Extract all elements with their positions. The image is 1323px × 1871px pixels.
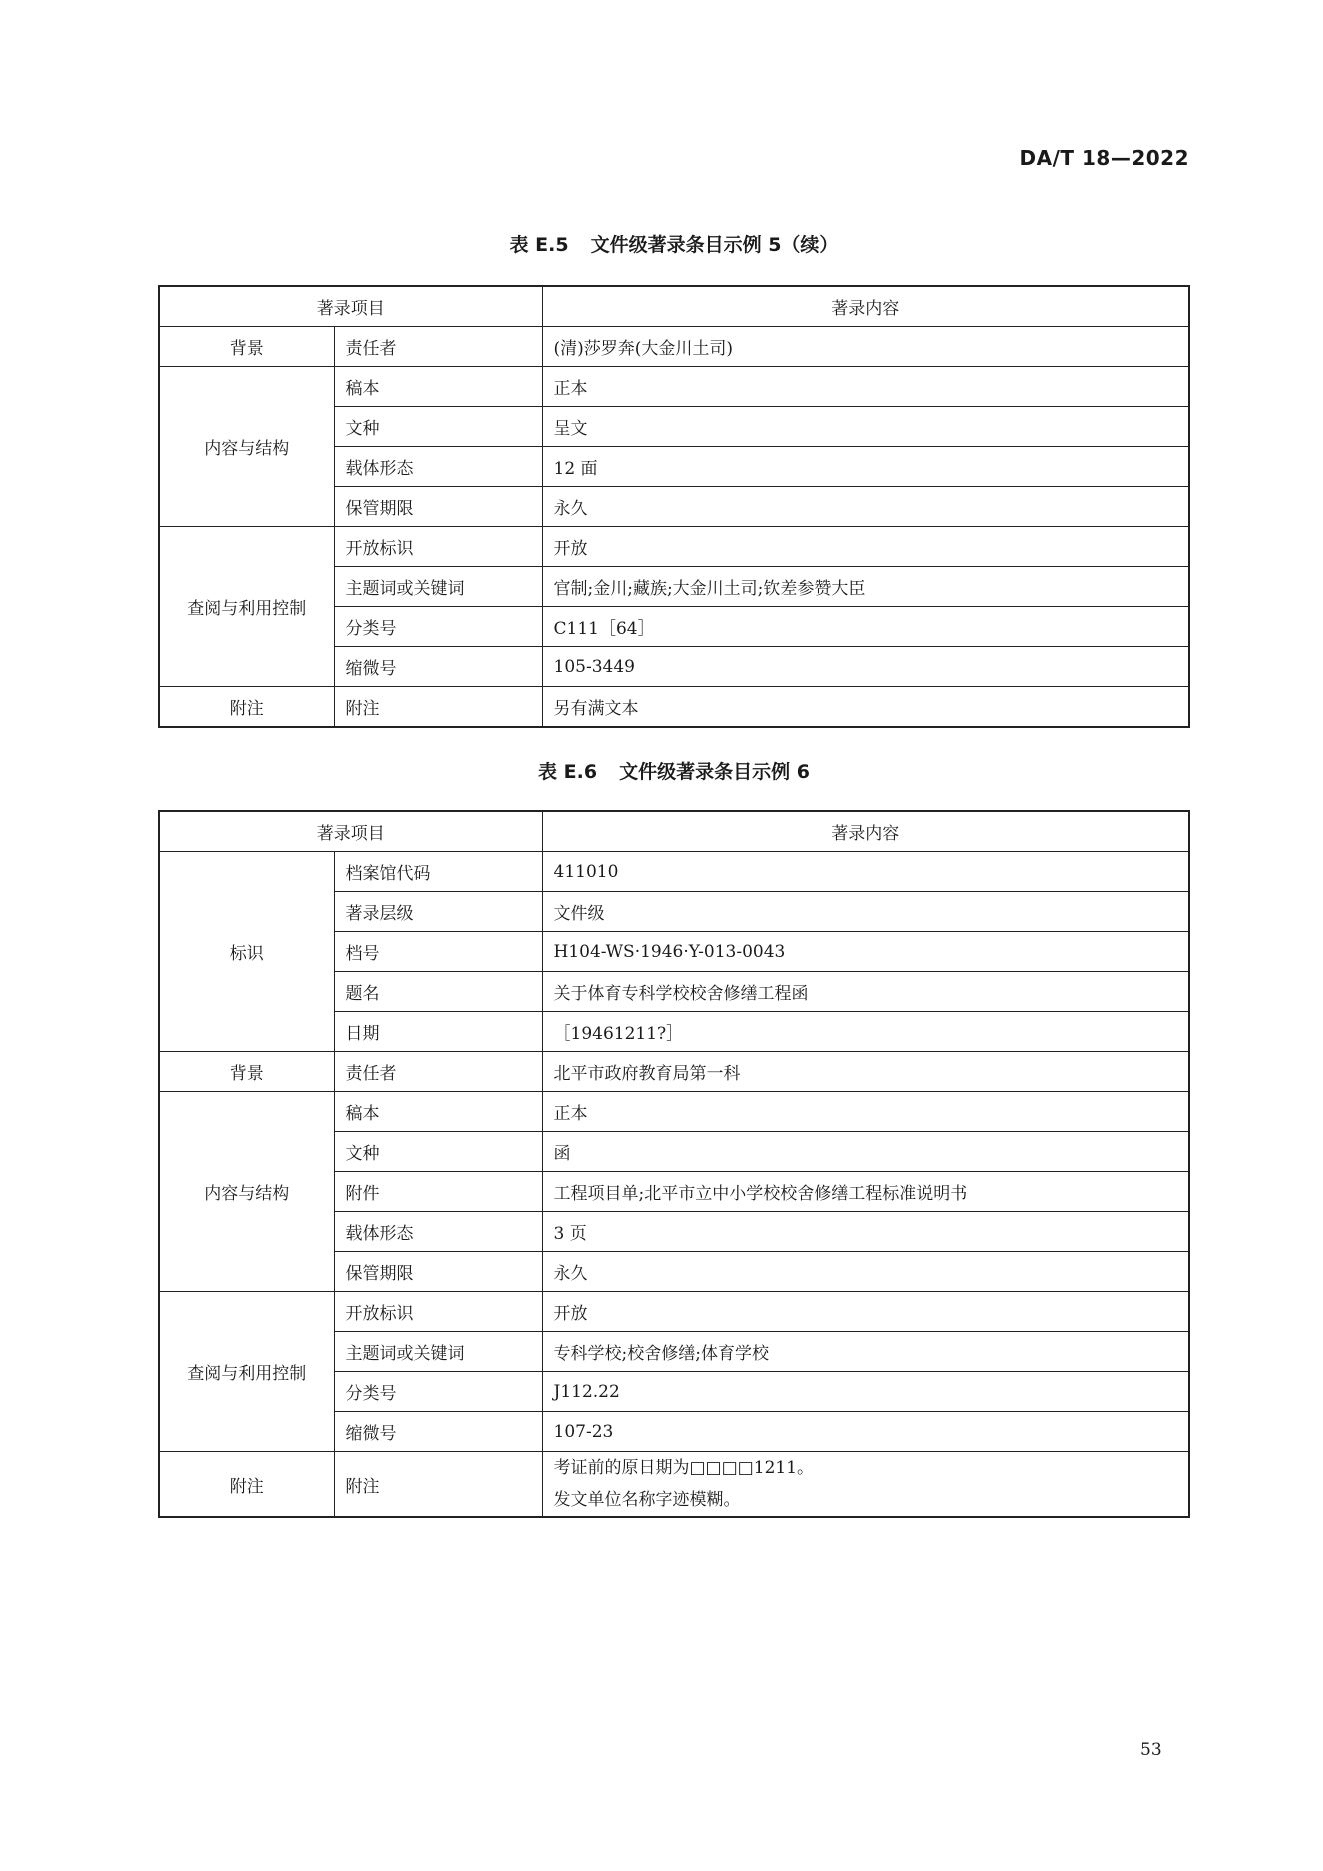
field-cell: 责任者 [334,327,542,367]
table-row [159,527,1189,567]
value-cell: ［19461211?］ [542,1012,1189,1052]
table-caption [158,757,1190,784]
value-cell: 永久 [542,487,1189,527]
col-content-header: 著录内容 [542,811,1189,852]
page-number: 53 [1140,1740,1162,1760]
value-cell [542,1452,1189,1518]
col-item-header: 著录项目 [159,286,542,327]
field-cell: 分类号 [334,1372,542,1412]
value-cell: 开放 [542,527,1189,567]
value-cell: 12 面 [542,447,1189,487]
note-line: 发文单位名称字迹模糊。 [553,1490,741,1510]
field-cell: 分类号 [334,607,542,647]
value-cell: 411010 [542,852,1189,892]
value-cell: 专科学校;校舍修缮;体育学校 [542,1332,1189,1372]
value-cell: 正本 [542,367,1189,407]
table-row [159,1292,1189,1332]
caption-number: 表 E.6 [538,761,598,783]
field-cell: 著录层级 [334,892,542,932]
group-cell: 背景 [159,1052,334,1092]
value-cell: 105-3449 [542,647,1189,687]
value-cell: H104-WS·1946·Y-013-0043 [542,932,1189,972]
note-line: 考证前的原日期为□□□□1211。 [553,1458,815,1478]
table-row [159,327,1189,367]
table-header-row [159,286,1189,327]
table-row [159,852,1189,892]
field-cell: 题名 [334,972,542,1012]
field-cell: 载体形态 [334,1212,542,1252]
table-row [159,1092,1189,1132]
value-cell: 3 页 [542,1212,1189,1252]
caption-title: 文件级著录条目示例 5（续） [590,234,839,256]
field-cell: 保管期限 [334,487,542,527]
value-cell: C111［64］ [542,607,1189,647]
value-cell: 呈文 [542,407,1189,447]
field-cell: 开放标识 [334,527,542,567]
col-item-header: 著录项目 [159,811,542,852]
field-cell: 主题词或关键词 [334,1332,542,1372]
field-cell: 文种 [334,407,542,447]
field-cell: 稿本 [334,1092,542,1132]
field-cell: 主题词或关键词 [334,567,542,607]
value-cell: 文件级 [542,892,1189,932]
group-cell: 内容与结构 [159,367,334,527]
group-cell: 附注 [159,1452,334,1518]
table-row [159,687,1189,728]
field-cell: 日期 [334,1012,542,1052]
value-cell: 官制;金川;藏族;大金川土司;钦差参赞大臣 [542,567,1189,607]
standard-code: DA/T 18—2022 [1019,146,1189,170]
caption-title: 文件级著录条目示例 6 [619,761,810,783]
value-cell: 北平市政府教育局第一科 [542,1052,1189,1092]
group-cell: 标识 [159,852,334,1052]
value-cell: 另有满文本 [542,687,1189,728]
caption-number: 表 E.5 [509,234,569,256]
field-cell: 载体形态 [334,447,542,487]
field-cell: 档号 [334,932,542,972]
group-cell: 内容与结构 [159,1092,334,1292]
value-cell: (清)莎罗奔(大金川土司) [542,327,1189,367]
record-table-e6 [158,810,1190,1518]
field-cell: 开放标识 [334,1292,542,1332]
field-cell: 责任者 [334,1052,542,1092]
table-caption [158,230,1190,257]
group-cell: 背景 [159,327,334,367]
col-content-header: 著录内容 [542,286,1189,327]
group-cell: 附注 [159,687,334,728]
table-header-row [159,811,1189,852]
field-cell: 缩微号 [334,1412,542,1452]
field-cell: 缩微号 [334,647,542,687]
field-cell: 档案馆代码 [334,852,542,892]
field-cell: 保管期限 [334,1252,542,1292]
group-cell: 查阅与利用控制 [159,1292,334,1452]
field-cell: 附件 [334,1172,542,1212]
value-cell: 正本 [542,1092,1189,1132]
value-cell: 永久 [542,1252,1189,1292]
table-row [159,1052,1189,1092]
field-cell: 文种 [334,1132,542,1172]
value-cell: 函 [542,1132,1189,1172]
group-cell: 查阅与利用控制 [159,527,334,687]
table-row [159,367,1189,407]
value-cell: 开放 [542,1292,1189,1332]
record-table-e5 [158,285,1190,728]
field-cell: 稿本 [334,367,542,407]
value-cell: 107-23 [542,1412,1189,1452]
field-cell: 附注 [334,1452,542,1518]
value-cell: 关于体育专科学校校舍修缮工程函 [542,972,1189,1012]
value-cell: 工程项目单;北平市立中小学校校舍修缮工程标准说明书 [542,1172,1189,1212]
field-cell: 附注 [334,687,542,728]
value-cell: J112.22 [542,1372,1189,1412]
table-row [159,1452,1189,1518]
